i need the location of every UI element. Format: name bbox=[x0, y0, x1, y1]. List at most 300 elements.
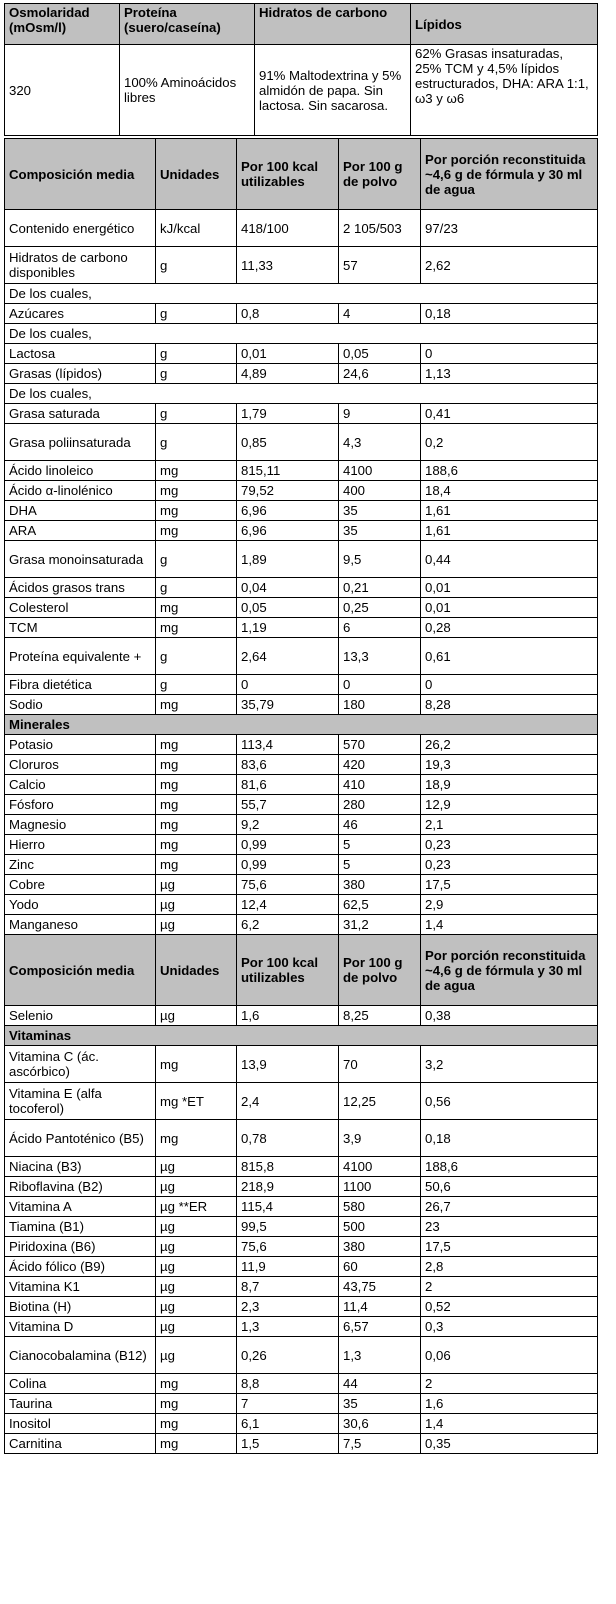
cell-g100: 31,2 bbox=[339, 915, 421, 935]
nutrient-name: ARA bbox=[5, 521, 156, 541]
cell-unit: g bbox=[156, 541, 237, 578]
table-row bbox=[5, 1006, 598, 1026]
summary-value-row bbox=[5, 45, 598, 136]
table-row bbox=[5, 1277, 598, 1297]
nutrient-name: Ácido fólico (B9) bbox=[5, 1257, 156, 1277]
cell-kcal: 1,3 bbox=[237, 1317, 339, 1337]
table-row bbox=[5, 284, 598, 304]
cell-unit: mg bbox=[156, 1414, 237, 1434]
table-row bbox=[5, 324, 598, 344]
cell-kcal: 0,05 bbox=[237, 598, 339, 618]
nutrient-name: Contenido energético bbox=[5, 210, 156, 247]
table-row bbox=[5, 638, 598, 675]
product-summary-table bbox=[4, 3, 598, 136]
column-header: Unidades bbox=[156, 139, 237, 210]
nutrient-name: Grasas (lípidos) bbox=[5, 364, 156, 384]
column-header: Por 100 kcal utilizables bbox=[237, 139, 339, 210]
cell-kcal: 0,01 bbox=[237, 344, 339, 364]
table-row bbox=[5, 1394, 598, 1414]
cell-unit: µg bbox=[156, 875, 237, 895]
cell-kcal: 81,6 bbox=[237, 775, 339, 795]
cell-kcal: 1,89 bbox=[237, 541, 339, 578]
cell-kcal: 115,4 bbox=[237, 1197, 339, 1217]
cell-portion: 0,41 bbox=[421, 404, 598, 424]
subgroup-label: De los cuales, bbox=[5, 284, 598, 304]
cell-kcal: 35,79 bbox=[237, 695, 339, 715]
nutrient-name: Ácido Pantoténico (B5) bbox=[5, 1120, 156, 1157]
value-proteina: 100% Aminoácidos libres bbox=[120, 45, 255, 136]
nutrient-name: Cobre bbox=[5, 875, 156, 895]
cell-kcal: 13,9 bbox=[237, 1046, 339, 1083]
cell-portion: 50,6 bbox=[421, 1177, 598, 1197]
cell-g100: 0 bbox=[339, 675, 421, 695]
nutrient-name: Calcio bbox=[5, 775, 156, 795]
cell-portion: 26,2 bbox=[421, 735, 598, 755]
table-row bbox=[5, 364, 598, 384]
cell-unit: mg bbox=[156, 1120, 237, 1157]
cell-unit: mg *ET bbox=[156, 1083, 237, 1120]
cell-unit: mg bbox=[156, 815, 237, 835]
table-row bbox=[5, 775, 598, 795]
cell-unit: mg bbox=[156, 775, 237, 795]
cell-kcal: 0,85 bbox=[237, 424, 339, 461]
composition-header-row bbox=[5, 139, 598, 210]
table-row bbox=[5, 521, 598, 541]
cell-kcal: 218,9 bbox=[237, 1177, 339, 1197]
table-row bbox=[5, 344, 598, 364]
cell-kcal: 7 bbox=[237, 1394, 339, 1414]
table-row bbox=[5, 875, 598, 895]
cell-unit: mg bbox=[156, 735, 237, 755]
cell-portion: 0,18 bbox=[421, 1120, 598, 1157]
nutrient-name: Grasa monoinsaturada bbox=[5, 541, 156, 578]
cell-kcal: 6,2 bbox=[237, 915, 339, 935]
cell-g100: 380 bbox=[339, 875, 421, 895]
cell-portion: 2,62 bbox=[421, 247, 598, 284]
cell-unit: kJ/kcal bbox=[156, 210, 237, 247]
nutrient-name: Hierro bbox=[5, 835, 156, 855]
cell-g100: 500 bbox=[339, 1217, 421, 1237]
nutrient-name: Colesterol bbox=[5, 598, 156, 618]
cell-unit: µg bbox=[156, 915, 237, 935]
cell-portion: 188,6 bbox=[421, 461, 598, 481]
cell-portion: 0,01 bbox=[421, 598, 598, 618]
cell-unit: g bbox=[156, 638, 237, 675]
cell-portion: 26,7 bbox=[421, 1197, 598, 1217]
nutrient-name: Cloruros bbox=[5, 755, 156, 775]
cell-portion: 2,9 bbox=[421, 895, 598, 915]
nutrient-name: Fibra dietética bbox=[5, 675, 156, 695]
cell-kcal: 12,4 bbox=[237, 895, 339, 915]
cell-portion: 2 bbox=[421, 1374, 598, 1394]
header-hidratos: Hidratos de carbono bbox=[255, 4, 411, 45]
cell-g100: 7,5 bbox=[339, 1434, 421, 1454]
column-header: Composición media bbox=[5, 139, 156, 210]
cell-kcal: 11,9 bbox=[237, 1257, 339, 1277]
nutrient-name: Taurina bbox=[5, 1394, 156, 1414]
table-row bbox=[5, 675, 598, 695]
cell-portion: 0 bbox=[421, 675, 598, 695]
cell-kcal: 0 bbox=[237, 675, 339, 695]
cell-unit: µg bbox=[156, 1257, 237, 1277]
nutrient-name: Lactosa bbox=[5, 344, 156, 364]
column-header: Por 100 g de polvo bbox=[339, 139, 421, 210]
cell-kcal: 9,2 bbox=[237, 815, 339, 835]
nutrient-name: Zinc bbox=[5, 855, 156, 875]
cell-portion: 1,61 bbox=[421, 501, 598, 521]
nutrient-name: Biotina (H) bbox=[5, 1297, 156, 1317]
cell-kcal: 0,99 bbox=[237, 835, 339, 855]
table-row bbox=[5, 541, 598, 578]
table-row bbox=[5, 210, 598, 247]
cell-g100: 11,4 bbox=[339, 1297, 421, 1317]
cell-g100: 280 bbox=[339, 795, 421, 815]
header-lipidos: Lípidos bbox=[411, 4, 598, 45]
table-row bbox=[5, 304, 598, 324]
cell-g100: 1100 bbox=[339, 1177, 421, 1197]
value-hidratos: 91% Maltodextrina y 5% almidón de papa. Sin lactosa. Sin sacarosa. bbox=[255, 45, 411, 136]
cell-g100: 35 bbox=[339, 501, 421, 521]
cell-unit: mg bbox=[156, 481, 237, 501]
table-row bbox=[5, 1177, 598, 1197]
cell-unit: g bbox=[156, 304, 237, 324]
cell-portion: 2 bbox=[421, 1277, 598, 1297]
cell-g100: 1,3 bbox=[339, 1337, 421, 1374]
table-row bbox=[5, 735, 598, 755]
table-row bbox=[5, 598, 598, 618]
cell-kcal: 55,7 bbox=[237, 795, 339, 815]
cell-g100: 9 bbox=[339, 404, 421, 424]
cell-kcal: 113,4 bbox=[237, 735, 339, 755]
cell-g100: 5 bbox=[339, 835, 421, 855]
cell-unit: mg bbox=[156, 1394, 237, 1414]
nutrient-name: Piridoxina (B6) bbox=[5, 1237, 156, 1257]
cell-kcal: 99,5 bbox=[237, 1217, 339, 1237]
cell-portion: 0,3 bbox=[421, 1317, 598, 1337]
nutrient-name: Inositol bbox=[5, 1414, 156, 1434]
nutrient-name: Vitamina D bbox=[5, 1317, 156, 1337]
column-header: Por 100 kcal utilizables bbox=[237, 935, 339, 1006]
value-osmolaridad: 320 bbox=[5, 45, 120, 136]
cell-g100: 5 bbox=[339, 855, 421, 875]
table-row bbox=[5, 1197, 598, 1217]
cell-portion: 1,13 bbox=[421, 364, 598, 384]
table-row bbox=[5, 424, 598, 461]
cell-g100: 400 bbox=[339, 481, 421, 501]
table-row bbox=[5, 247, 598, 284]
nutrient-name: Tiamina (B1) bbox=[5, 1217, 156, 1237]
cell-unit: µg bbox=[156, 1337, 237, 1374]
nutrient-name: Vitamina E (alfa tocoferol) bbox=[5, 1083, 156, 1120]
cell-portion: 0,06 bbox=[421, 1337, 598, 1374]
cell-g100: 3,9 bbox=[339, 1120, 421, 1157]
table-row bbox=[5, 1046, 598, 1083]
table-row bbox=[5, 578, 598, 598]
nutrient-name: Grasa poliinsaturada bbox=[5, 424, 156, 461]
table-row bbox=[5, 618, 598, 638]
table-row bbox=[5, 1217, 598, 1237]
cell-portion: 0 bbox=[421, 344, 598, 364]
table-row bbox=[5, 384, 598, 404]
cell-unit: mg bbox=[156, 695, 237, 715]
nutrient-name: Proteína equivalente + bbox=[5, 638, 156, 675]
cell-g100: 4 bbox=[339, 304, 421, 324]
table-row bbox=[5, 1083, 598, 1120]
cell-unit: µg bbox=[156, 1317, 237, 1337]
table-row bbox=[5, 915, 598, 935]
cell-g100: 4100 bbox=[339, 1157, 421, 1177]
table-row bbox=[5, 835, 598, 855]
cell-kcal: 2,64 bbox=[237, 638, 339, 675]
cell-unit: g bbox=[156, 578, 237, 598]
column-header: Por 100 g de polvo bbox=[339, 935, 421, 1006]
cell-g100: 8,25 bbox=[339, 1006, 421, 1026]
nutrient-name: Niacina (B3) bbox=[5, 1157, 156, 1177]
nutrient-name: Magnesio bbox=[5, 815, 156, 835]
cell-unit: g bbox=[156, 364, 237, 384]
cell-g100: 4100 bbox=[339, 461, 421, 481]
cell-unit: µg **ER bbox=[156, 1197, 237, 1217]
nutrient-name: Cianocobalamina (B12) bbox=[5, 1337, 156, 1374]
cell-g100: 46 bbox=[339, 815, 421, 835]
nutrient-name: Azúcares bbox=[5, 304, 156, 324]
cell-unit: µg bbox=[156, 1157, 237, 1177]
nutrient-name: Ácidos grasos trans bbox=[5, 578, 156, 598]
cell-portion: 0,38 bbox=[421, 1006, 598, 1026]
cell-unit: mg bbox=[156, 1374, 237, 1394]
cell-g100: 60 bbox=[339, 1257, 421, 1277]
cell-kcal: 83,6 bbox=[237, 755, 339, 775]
table-row bbox=[5, 1257, 598, 1277]
cell-g100: 24,6 bbox=[339, 364, 421, 384]
cell-portion: 1,6 bbox=[421, 1394, 598, 1414]
nutrient-name: Fósforo bbox=[5, 795, 156, 815]
cell-portion: 0,01 bbox=[421, 578, 598, 598]
cell-unit: mg bbox=[156, 855, 237, 875]
subgroup-label: De los cuales, bbox=[5, 384, 598, 404]
cell-portion: 1,4 bbox=[421, 915, 598, 935]
nutrient-name: Ácido α-linolénico bbox=[5, 481, 156, 501]
cell-kcal: 0,26 bbox=[237, 1337, 339, 1374]
cell-g100: 12,25 bbox=[339, 1083, 421, 1120]
cell-portion: 0,2 bbox=[421, 424, 598, 461]
cell-portion: 97/23 bbox=[421, 210, 598, 247]
cell-portion: 2,8 bbox=[421, 1257, 598, 1277]
nutrient-name: Riboflavina (B2) bbox=[5, 1177, 156, 1197]
cell-unit: mg bbox=[156, 521, 237, 541]
cell-unit: mg bbox=[156, 461, 237, 481]
section-label: Vitaminas bbox=[5, 1026, 598, 1046]
nutrient-name: Yodo bbox=[5, 895, 156, 915]
cell-kcal: 418/100 bbox=[237, 210, 339, 247]
section-row bbox=[5, 715, 598, 735]
column-header: Unidades bbox=[156, 935, 237, 1006]
cell-g100: 13,3 bbox=[339, 638, 421, 675]
cell-unit: mg bbox=[156, 835, 237, 855]
cell-portion: 18,9 bbox=[421, 775, 598, 795]
cell-unit: mg bbox=[156, 795, 237, 815]
cell-unit: µg bbox=[156, 1277, 237, 1297]
cell-g100: 2 105/503 bbox=[339, 210, 421, 247]
cell-portion: 17,5 bbox=[421, 875, 598, 895]
cell-g100: 580 bbox=[339, 1197, 421, 1217]
cell-kcal: 1,5 bbox=[237, 1434, 339, 1454]
cell-kcal: 0,8 bbox=[237, 304, 339, 324]
cell-kcal: 1,79 bbox=[237, 404, 339, 424]
cell-unit: mg bbox=[156, 618, 237, 638]
nutrient-name: Manganeso bbox=[5, 915, 156, 935]
cell-g100: 6,57 bbox=[339, 1317, 421, 1337]
cell-unit: g bbox=[156, 247, 237, 284]
nutrient-name: Potasio bbox=[5, 735, 156, 755]
cell-unit: µg bbox=[156, 1297, 237, 1317]
cell-kcal: 79,52 bbox=[237, 481, 339, 501]
cell-g100: 44 bbox=[339, 1374, 421, 1394]
cell-g100: 6 bbox=[339, 618, 421, 638]
nutrient-name: Ácido linoleico bbox=[5, 461, 156, 481]
cell-portion: 0,23 bbox=[421, 835, 598, 855]
cell-kcal: 6,96 bbox=[237, 501, 339, 521]
cell-g100: 0,21 bbox=[339, 578, 421, 598]
cell-g100: 570 bbox=[339, 735, 421, 755]
cell-g100: 9,5 bbox=[339, 541, 421, 578]
cell-unit: mg bbox=[156, 1046, 237, 1083]
table-row bbox=[5, 481, 598, 501]
column-header: Por porción reconstituida ~4,6 g de fórmula y 30 ml de agua bbox=[421, 139, 598, 210]
table-row bbox=[5, 895, 598, 915]
cell-unit: mg bbox=[156, 755, 237, 775]
table-row bbox=[5, 755, 598, 775]
cell-kcal: 4,89 bbox=[237, 364, 339, 384]
cell-g100: 35 bbox=[339, 1394, 421, 1414]
cell-g100: 30,6 bbox=[339, 1414, 421, 1434]
cell-portion: 12,9 bbox=[421, 795, 598, 815]
subgroup-label: De los cuales, bbox=[5, 324, 598, 344]
cell-kcal: 8,7 bbox=[237, 1277, 339, 1297]
cell-g100: 410 bbox=[339, 775, 421, 795]
cell-g100: 420 bbox=[339, 755, 421, 775]
cell-g100: 35 bbox=[339, 521, 421, 541]
cell-g100: 4,3 bbox=[339, 424, 421, 461]
cell-unit: g bbox=[156, 424, 237, 461]
cell-kcal: 0,99 bbox=[237, 855, 339, 875]
column-header: Por porción reconstituida ~4,6 g de fórmula y 30 ml de agua bbox=[421, 935, 598, 1006]
table-row bbox=[5, 501, 598, 521]
cell-g100: 43,75 bbox=[339, 1277, 421, 1297]
nutrient-name: Sodio bbox=[5, 695, 156, 715]
cell-unit: µg bbox=[156, 1177, 237, 1197]
value-lipidos: 62% Grasas insaturadas, 25% TCM y 4,5% lípidos estructurados, DHA: ARA 1:1, ω3 y ω6 bbox=[411, 45, 598, 136]
table-row bbox=[5, 404, 598, 424]
cell-unit: µg bbox=[156, 1006, 237, 1026]
nutrient-name: Grasa saturada bbox=[5, 404, 156, 424]
table-row bbox=[5, 1374, 598, 1394]
table-row bbox=[5, 1414, 598, 1434]
table-row bbox=[5, 1434, 598, 1454]
cell-portion: 0,44 bbox=[421, 541, 598, 578]
table-row bbox=[5, 795, 598, 815]
cell-g100: 180 bbox=[339, 695, 421, 715]
cell-portion: 0,61 bbox=[421, 638, 598, 675]
cell-portion: 1,61 bbox=[421, 521, 598, 541]
cell-portion: 0,52 bbox=[421, 1297, 598, 1317]
cell-g100: 70 bbox=[339, 1046, 421, 1083]
table-row bbox=[5, 855, 598, 875]
cell-kcal: 75,6 bbox=[237, 875, 339, 895]
table-row bbox=[5, 1237, 598, 1257]
cell-unit: µg bbox=[156, 1217, 237, 1237]
nutrient-name: DHA bbox=[5, 501, 156, 521]
cell-kcal: 1,19 bbox=[237, 618, 339, 638]
cell-kcal: 6,96 bbox=[237, 521, 339, 541]
cell-kcal: 2,3 bbox=[237, 1297, 339, 1317]
section-label: Minerales bbox=[5, 715, 598, 735]
column-header: Composición media bbox=[5, 935, 156, 1006]
cell-kcal: 0,78 bbox=[237, 1120, 339, 1157]
cell-kcal: 2,4 bbox=[237, 1083, 339, 1120]
cell-portion: 1,4 bbox=[421, 1414, 598, 1434]
cell-portion: 0,18 bbox=[421, 304, 598, 324]
cell-unit: mg bbox=[156, 598, 237, 618]
cell-kcal: 815,11 bbox=[237, 461, 339, 481]
cell-g100: 62,5 bbox=[339, 895, 421, 915]
table-row bbox=[5, 1337, 598, 1374]
nutrient-name: Colina bbox=[5, 1374, 156, 1394]
cell-portion: 8,28 bbox=[421, 695, 598, 715]
cell-portion: 188,6 bbox=[421, 1157, 598, 1177]
cell-portion: 23 bbox=[421, 1217, 598, 1237]
cell-unit: µg bbox=[156, 1237, 237, 1257]
cell-kcal: 815,8 bbox=[237, 1157, 339, 1177]
cell-g100: 57 bbox=[339, 247, 421, 284]
cell-kcal: 0,04 bbox=[237, 578, 339, 598]
cell-portion: 2,1 bbox=[421, 815, 598, 835]
nutrient-name: Vitamina K1 bbox=[5, 1277, 156, 1297]
nutrient-name: TCM bbox=[5, 618, 156, 638]
table-row bbox=[5, 1157, 598, 1177]
table-row bbox=[5, 1317, 598, 1337]
cell-unit: mg bbox=[156, 501, 237, 521]
header-proteina: Proteína (suero/caseína) bbox=[120, 4, 255, 45]
cell-kcal: 1,6 bbox=[237, 1006, 339, 1026]
cell-g100: 380 bbox=[339, 1237, 421, 1257]
cell-kcal: 8,8 bbox=[237, 1374, 339, 1394]
composition-table bbox=[4, 138, 598, 1454]
nutrient-name: Vitamina A bbox=[5, 1197, 156, 1217]
cell-portion: 0,35 bbox=[421, 1434, 598, 1454]
nutrient-name: Vitamina C (ác. ascórbico) bbox=[5, 1046, 156, 1083]
cell-unit: g bbox=[156, 675, 237, 695]
cell-g100: 0,25 bbox=[339, 598, 421, 618]
nutrient-name: Carnitina bbox=[5, 1434, 156, 1454]
table-row bbox=[5, 815, 598, 835]
cell-portion: 0,28 bbox=[421, 618, 598, 638]
cell-unit: mg bbox=[156, 1434, 237, 1454]
cell-portion: 0,23 bbox=[421, 855, 598, 875]
header-osmolaridad: Osmolaridad (mOsm/l) bbox=[5, 4, 120, 45]
summary-header-row bbox=[5, 4, 598, 45]
section-row bbox=[5, 1026, 598, 1046]
cell-unit: g bbox=[156, 404, 237, 424]
table-row bbox=[5, 1120, 598, 1157]
cell-kcal: 6,1 bbox=[237, 1414, 339, 1434]
cell-unit: µg bbox=[156, 895, 237, 915]
cell-portion: 3,2 bbox=[421, 1046, 598, 1083]
cell-g100: 0,05 bbox=[339, 344, 421, 364]
cell-portion: 19,3 bbox=[421, 755, 598, 775]
table-row bbox=[5, 461, 598, 481]
cell-unit: g bbox=[156, 344, 237, 364]
